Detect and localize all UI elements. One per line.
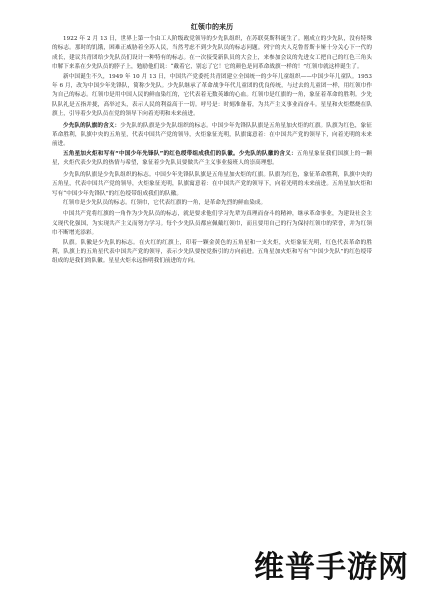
paragraph-flag-emblem-summary: 队旗。队徽是少先队的标志。在火红的红旗上，印着一颗金黄色的五角星和一支火炬，火炬象征光明，红色代表革命的胜利，队旗上的五角星代表中国共产党的领导，表示少先队要按党指引的方向前进。五角星加火炬和写有“中国少先队”的红色绶带组成的是我们的队徽。星星火炬永远指明我们前进的方向。 [52,239,372,265]
paragraph-origin: 1922 年 2 月 13 日，世界上第一个由工人阶级政党领导的少先队组织，在苏联莫斯科诞生了。刚成立的少先队，没有特殊的标志。那时的饥饿，困难正威胁着全苏人民，当然考虑不到少先队员的标志问题。列宁的夫人克鲁普斯卡娅十分关心下一代的成长，建议共青团给少先队员们设计一种特有的标志。在一次接受新队员的大会上，来参加会议的先进女工把自己的红色三角头巾解下来系在少先队员的脖子上，勉励他们说：“戴着它，别忘了它！它的颜色是同革命战旗一样的！”红领巾就这样诞生了。 [52,36,372,71]
paragraph-flag-emblem: 少先队的队旗是少先队组织的标志。中国少年先锋队队旗是五角星加火炬的红旗。队旗为红色，象征革命胜利，队旗中央的五角星，代表中国共产党的领导，火炬象征光明，队旗寓意着：在中国共产党的领导下，向着光明的未来前进。五角星加火炬和写有“中国少年先锋队”的红色绶带组成我们的队徽。 [52,171,372,197]
watermark-logo: 维普手游网 [254,550,409,585]
document-title: 红领巾的来历 [190,23,234,31]
paragraph-scarf-meaning: 中国共产党将红旗的一角作为少先队员的标志，就是要求他们学习先辈为真理而奋斗的精神，继承革命事业，为建设社会主义现代化强国，为实现共产主义而努力学习。每个少先队员都应佩戴红领巾，而且要用自己的行为保持红领巾的荣誉，并为红领巾不断增光添彩。 [52,211,372,237]
paragraph-emblem-meaning [52,150,372,169]
emblem-meaning-heading: 五角星加火炬和写有“中国少年先锋队”的红色绶带组成我们的队徽。少先队的队徽的含义： [63,150,297,157]
paragraph-flag-meaning [52,122,372,150]
flag-meaning-text: 少先队的队旗是少先队组织的标志。中国少年先锋队队旗是五角星加火炬的红旗。队旗为红色，象征革命胜利，队旗中央的五角星，代表中国共产党的领导，火炬象征光明，队旗寓意着：在中国共产党的领导下，向着光明的未来前进。 [52,122,372,148]
document-page [52,22,372,267]
emblem-meaning-text: 五角星象征我们国旗上的一颗星，火炬代表少先队的热情与希望，象征着少先队员要做共产主义事业接班人的崇高理想。 [52,150,372,167]
paragraph-scarf-symbol: 红领巾是少先队员的标志。红领巾，它代表红旗的一角，是革命先烈的鲜血染成。 [63,199,267,206]
paragraph-china: 新中国诞生不久，1949 年 10 月 13 日，中国共产党委托共青团建立全国统一的少年儿童组织——中国少年儿童队。1953 年 6 月，改为中国少年先锋队，简称少先队。少先队继承了革命战争年代儿童团的优良传统，与过去的儿童团一样，用红领巾作为自己的标志。红领巾是用中国人民的鲜血染红的，它代表着无数英雄的心血。红领巾是红旗的一角，象征着革命的胜利。少先队队礼是五指并拢，高举过头，表示人民的利益高于一切。呼号是：时刻准备着，为共产主义事业而奋斗。星星和火炬燃烧在队旗上，引导着少先队员在党的领导下向着光明和未来前进。 [52,73,372,118]
flag-meaning-heading: 少先队的队旗的含义： [63,122,121,129]
